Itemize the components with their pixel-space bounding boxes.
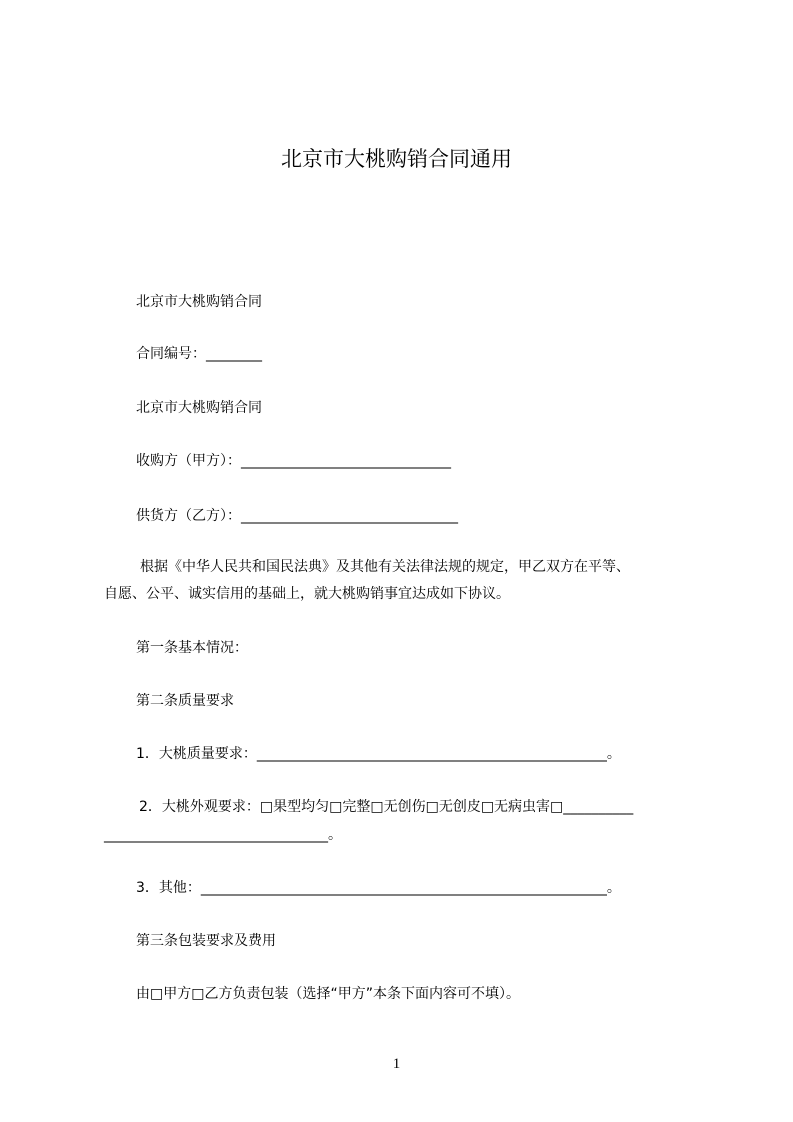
other-requirement-line: 3．其他：__________________________________________________________。 xyxy=(136,880,621,896)
contract-name-line: 北京市大桃购销合同 xyxy=(136,294,262,310)
appearance-requirement-line: 2．大桃外观要求：□果型均匀□完整□无创伤□无创皮□无病虫害□__________ xyxy=(139,799,634,815)
contract-name-line-repeat: 北京市大桃购销合同 xyxy=(136,400,262,416)
preamble-line-1: 根据《中华人民共和国民法典》及其他有关法律法规的规定，甲乙双方在平等、 xyxy=(140,559,630,575)
buyer-party-line: 收购方（甲方）：______________________________ xyxy=(136,453,451,469)
page-number: 1 xyxy=(392,1056,401,1072)
contract-number-line: 合同编号：________ xyxy=(136,346,262,362)
packaging-responsibility-line: 由□甲方□乙方负责包装（选择“甲方”本条下面内容可不填）。 xyxy=(136,986,520,1002)
article-3-heading: 第三条包装要求及费用 xyxy=(136,933,276,949)
document-title: 北京市大桃购销合同通用 xyxy=(281,147,512,171)
article-1-heading: 第一条基本情况： xyxy=(136,640,248,656)
article-2-heading: 第二条质量要求 xyxy=(136,693,234,709)
supplier-party-line: 供货方（乙方）：_______________________________ xyxy=(136,508,458,524)
quality-requirement-line: 1．大桃质量要求：__________________________________________________。 xyxy=(136,746,621,762)
preamble-line-2: 自愿、公平、诚实信用的基础上，就大桃购销事宜达成如下协议。 xyxy=(104,586,510,602)
appearance-requirement-continuation: ________________________________。 xyxy=(104,827,342,843)
